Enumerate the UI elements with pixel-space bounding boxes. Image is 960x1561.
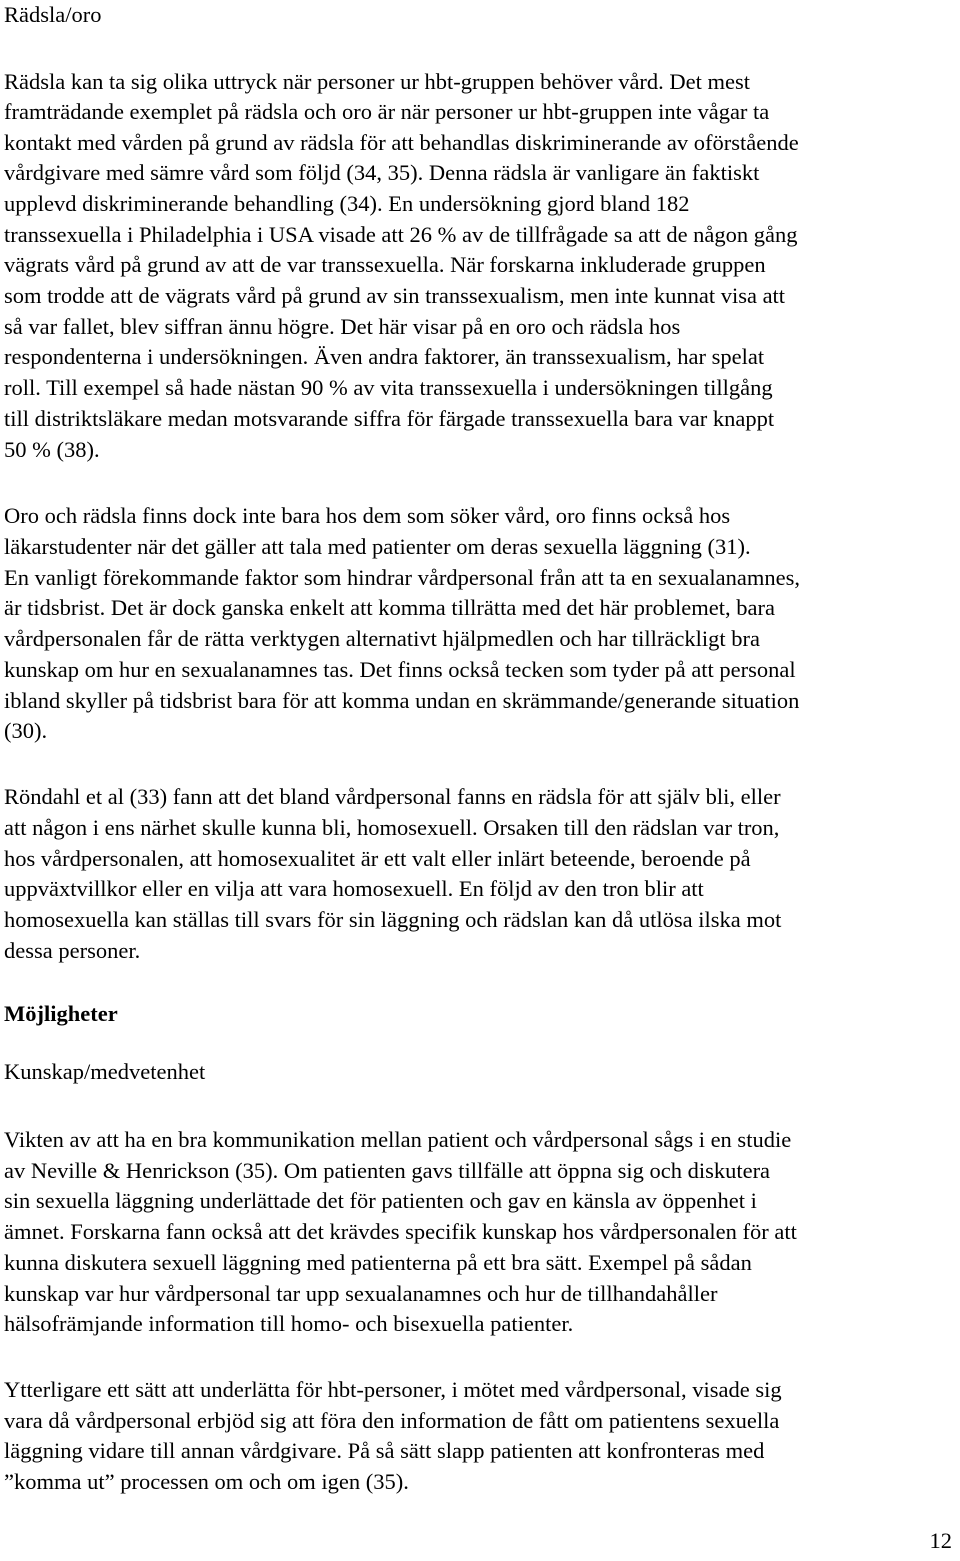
text-line: roll. Till exempel så hade nästan 90 % av vita transsexuella i undersökningen tillgång bbox=[4, 375, 773, 400]
text-line: transsexuella i Philadelphia i USA visade att 26 % av de tillfrågade sa att de någon gång bbox=[4, 222, 798, 247]
text-line: sin sexuella läggning underlättade det för patienten och gav en känsla av öppenhet i bbox=[4, 1188, 757, 1213]
text-line: vägrats vård på grund av att de var transsexuella. När forskarna inkluderade gruppen bbox=[4, 252, 766, 277]
text-line: vara då vårdpersonal erbjöd sig att föra den information de fått om patientens sexuella bbox=[4, 1408, 780, 1433]
text-line: framträdande exemplet på rädsla och oro är när personer ur hbt-gruppen inte vågar ta bbox=[4, 99, 770, 124]
text-line: är tidsbrist. Det är dock ganska enkelt att komma tillrätta med det här problemet, bara bbox=[4, 595, 775, 620]
text-line: Röndahl et al (33) fann att det bland vårdpersonal fanns en rädsla för att själv bli, eller bbox=[4, 784, 781, 809]
text-line: upplevd diskriminerande behandling (34). En undersökning gjord bland 182 bbox=[4, 191, 690, 216]
text-line: Vikten av att ha en bra kommunikation mellan patient och vårdpersonal sågs i en studie bbox=[4, 1127, 792, 1152]
text-line: (30). bbox=[4, 718, 48, 743]
text-line: till distriktsläkare medan motsvarande siffra för färgade transsexuella bara var knappt bbox=[4, 406, 775, 431]
text-line: 50 % (38). bbox=[4, 437, 100, 462]
text-line: Rädsla kan ta sig olika uttryck när personer ur hbt-gruppen behöver vård. Det mest bbox=[4, 69, 751, 94]
text-line: dessa personer. bbox=[4, 938, 141, 963]
text-line: hos vårdpersonalen, att homosexualitet är ett valt eller inlärt beteende, beroende på bbox=[4, 846, 751, 871]
text-line: En vanligt förekommande faktor som hindrar vårdpersonal från att ta en sexualanamnes, bbox=[4, 565, 800, 590]
section-heading: Möjligheter bbox=[4, 1001, 118, 1026]
text-line: vårdgivare med sämre vård som följd (34, 35). Denna rädsla är vanligare än faktiskt bbox=[4, 160, 760, 185]
page-title: Rädsla/oro bbox=[4, 2, 102, 27]
text-line: kunskap om hur en sexualanamnes tas. Det finns också tecken som tyder på att personal bbox=[4, 657, 796, 682]
text-line: Oro och rädsla finns dock inte bara hos dem som söker vård, oro finns också hos bbox=[4, 503, 731, 528]
text-line: läkarstudenter när det gäller att tala med patienter om deras sexuella läggning (31). bbox=[4, 534, 751, 559]
text-line: ”komma ut” processen om och om igen (35). bbox=[4, 1469, 409, 1494]
text-line: som trodde att de vägrats vård på grund av sin transsexualism, men inte kunnat visa att bbox=[4, 283, 786, 308]
page-number: 12 bbox=[929, 1528, 952, 1553]
text-line: kunskap var hur vårdpersonal tar upp sexualanamnes och hur de tillhandahåller bbox=[4, 1281, 718, 1306]
text-line: läggning vidare till annan vårdgivare. På så sätt slapp patienten att konfronteras med bbox=[4, 1438, 765, 1463]
text-line: ibland skyller på tidsbrist bara för att komma undan en skrämmande/generande situation bbox=[4, 688, 800, 713]
text-line: hälsofrämjande information till homo- och bisexuella patienter. bbox=[4, 1311, 574, 1336]
text-line: av Neville & Henrickson (35). Om patienten gavs tillfälle att öppna sig och diskutera bbox=[4, 1158, 771, 1183]
text-line: uppväxtvillkor eller en vilja att vara homosexuell. En följd av den tron blir att bbox=[4, 876, 704, 901]
text-line: kunna diskutera sexuell läggning med patienterna på ett bra sätt. Exempel på sådan bbox=[4, 1250, 752, 1275]
text-line: så var fallet, blev siffran ännu högre. Det här visar på en oro och rädsla hos bbox=[4, 314, 681, 339]
text-line: homosexuella kan ställas till svars för sin läggning och rädslan kan då utlösa ilska mot bbox=[4, 907, 782, 932]
text-line: vårdpersonalen får de rätta verktygen alternativt hjälpmedlen och har tillräckligt bra bbox=[4, 626, 760, 651]
text-line: respondenterna i undersökningen. Även andra faktorer, än transsexualism, har spelat bbox=[4, 344, 765, 369]
subheading: Kunskap/medvetenhet bbox=[4, 1059, 206, 1084]
text-line: ämnet. Forskarna fann också att det krävdes specifik kunskap hos vårdpersonalen för att bbox=[4, 1219, 797, 1244]
text-line: Ytterligare ett sätt att underlätta för hbt-personer, i mötet med vårdpersonal, visade sig bbox=[4, 1377, 782, 1402]
text-line: att någon i ens närhet skulle kunna bli, homosexuell. Orsaken till den rädslan var tron, bbox=[4, 815, 780, 840]
text-line: kontakt med vården på grund av rädsla för att behandlas diskriminerande av oförstående bbox=[4, 130, 799, 155]
